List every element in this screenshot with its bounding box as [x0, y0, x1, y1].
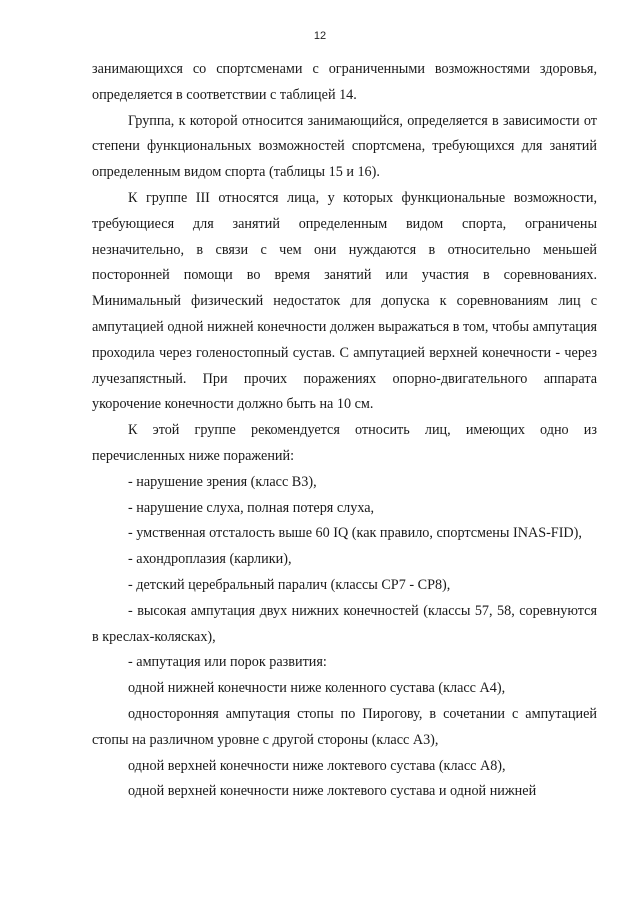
- list-subitem: одной верхней конечности ниже локтевого сустава (класс А8),: [128, 757, 506, 774]
- list-item: - ахондроплазия (карлики),: [128, 551, 292, 568]
- list-item: - нарушение слуха, полная потеря слуха,: [128, 499, 375, 516]
- list-item: - ампутация или порок развития:: [128, 654, 327, 671]
- list-item: - умственная отсталость выше 60 IQ (как правило, спортсмены INAS-FID),: [128, 525, 582, 542]
- paragraph-group-list-intro: К этой группе рекомендуется относить лиц, имеющих одно из перечисленных ниже поражений:: [92, 422, 597, 464]
- list-subitem: одной верхней конечности ниже локтевого сустава и одной нижней: [128, 783, 537, 800]
- paragraph-group-definition: Группа, к которой относится занимающийся, определяется в зависимости от степени функциональных возможностей спортсмена, требующихся для занятий определенным видом спорта (таблицы 15 и 16).: [92, 112, 597, 181]
- list-item: - нарушение зрения (класс В3),: [128, 473, 317, 490]
- list-subitem: односторонняя ампутация стопы по Пирогову, в сочетании с ампутацией стопы на различном уровне с другой стороны (класс А3),: [92, 705, 597, 748]
- paragraph-continuation: занимающихся со спортсменами с ограниченными возможностями здоровья, определяется в соответствии с таблицей 14.: [92, 61, 597, 103]
- paragraph-group-three: К группе III относятся лица, у которых функциональные возможности, требующиеся для занятий определенным видом спорта, ограничены незначительно, в связи с чем они нуждаются в относительно меньшей посторонней помощи во время занятий или участия в соревнованиях. Минимальный физический недостаток для допуска к соревнованиям лиц с ампутацией одной нижней конечности должен выражаться в том, чтобы ампутация проходила через голеностопный сустав. С ампутацией верхней конечности - через лучезапястный. При прочих поражениях опорно-двигательного аппарата укорочение конечности должно быть на 10 см.: [92, 189, 597, 413]
- page-number: 12: [313, 30, 327, 42]
- list-item: - высокая ампутация двух нижних конечностей (классы 57, 58, соревнуются в креслах-колясках),: [92, 602, 597, 645]
- page-body: [92, 57, 597, 805]
- list-subitem: одной нижней конечности ниже коленного сустава (класс А4),: [128, 680, 506, 697]
- list-item: - детский церебральный паралич (классы СР7 - СР8),: [128, 576, 451, 593]
